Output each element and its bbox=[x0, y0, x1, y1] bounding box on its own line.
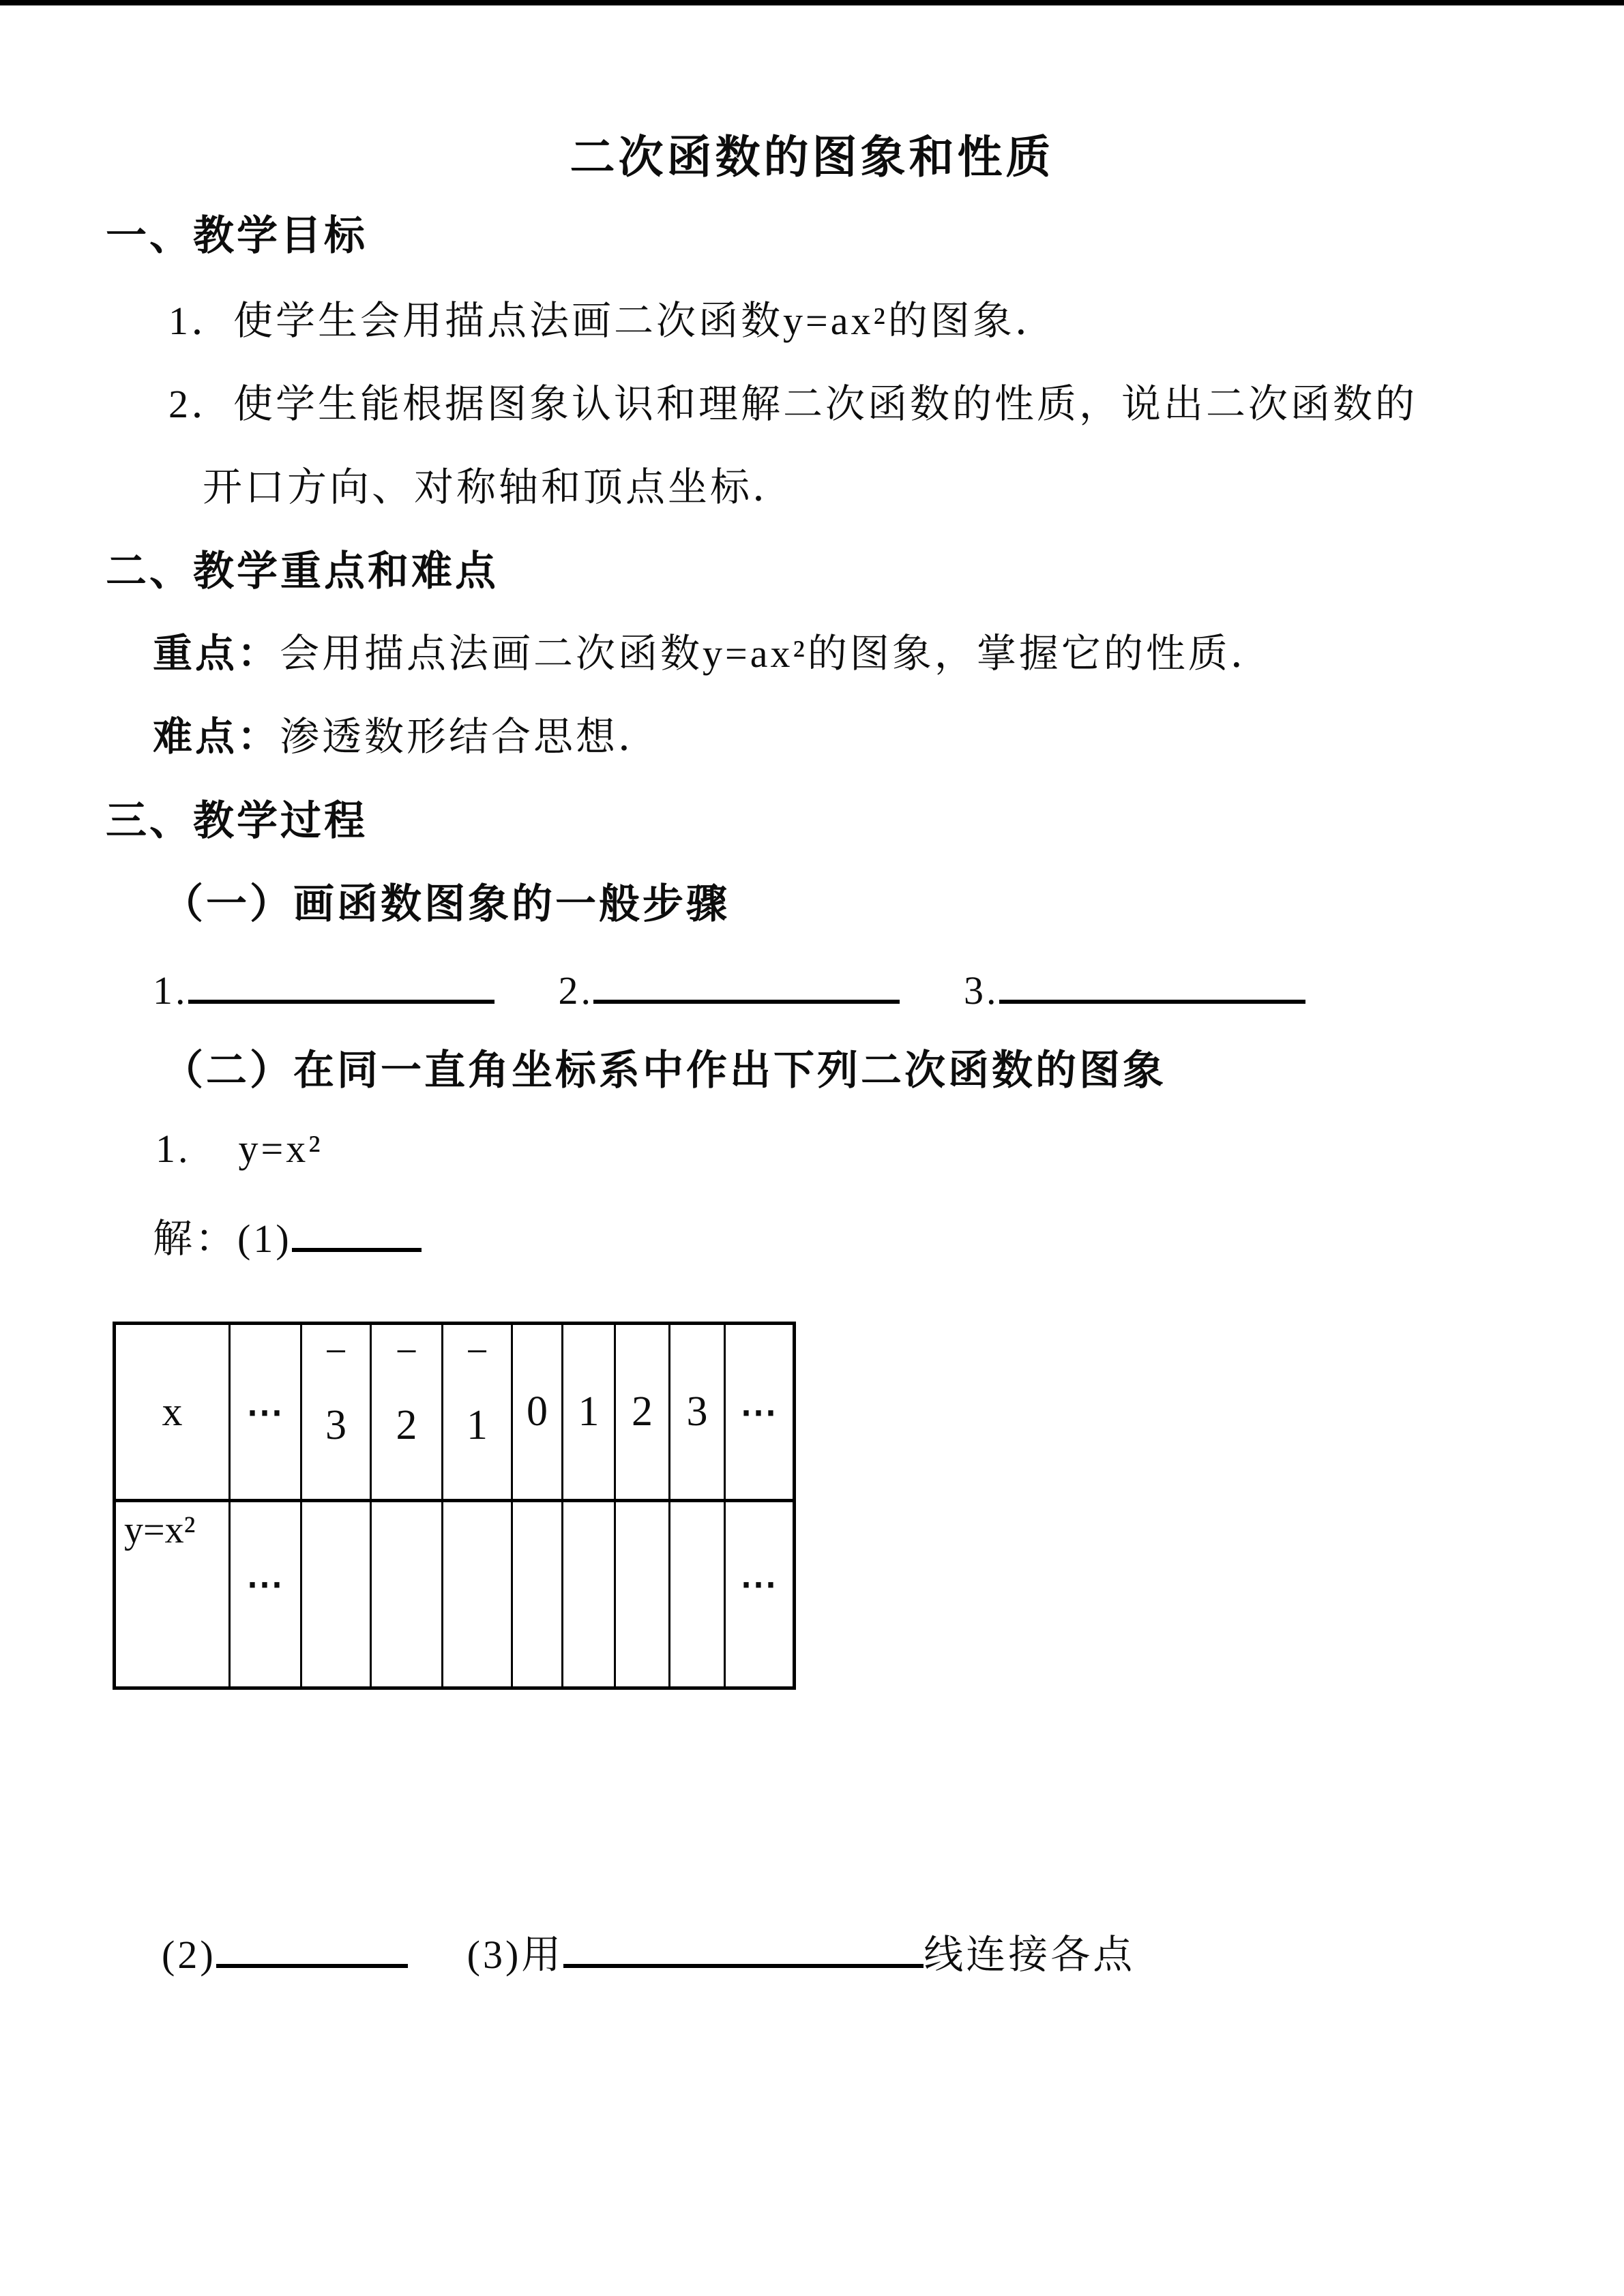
table-cell-x-dots-right: ⋯ bbox=[724, 1325, 793, 1502]
step-3-blank-line bbox=[999, 964, 1305, 1004]
table-cell-y-empty-7 bbox=[668, 1502, 724, 1686]
step-2-blank-line bbox=[593, 964, 900, 1004]
process-sub1-heading: （一）画函数图象的一般步骤 bbox=[162, 882, 730, 927]
step-3-suffix: 线连接各点 bbox=[924, 1933, 1136, 1978]
table-cell-y-label: y=x² bbox=[124, 1508, 196, 1551]
table-cell-x-label: x bbox=[116, 1325, 228, 1502]
digit: 1 bbox=[467, 1402, 488, 1448]
steps-blanks-line bbox=[153, 964, 1305, 1014]
function-item-1-formula: y=x² bbox=[238, 1127, 323, 1171]
minus-sign: − bbox=[395, 1329, 418, 1373]
step-3-label: (3)用 bbox=[467, 1933, 564, 1978]
table-cell-x-neg1 bbox=[441, 1325, 511, 1502]
difficult-point-line bbox=[153, 715, 660, 760]
solution-prefix: 解：(1) bbox=[153, 1217, 292, 1262]
table-cell-y-dots-right: ⋯ bbox=[724, 1502, 793, 1686]
key-point-line bbox=[153, 631, 1273, 677]
table-cell-y-empty-3 bbox=[441, 1502, 511, 1686]
difficult-point-text: 渗透数形结合思想． bbox=[280, 715, 661, 759]
key-point-label: 重点： bbox=[153, 631, 280, 676]
step-3-number: 3. bbox=[964, 968, 999, 1013]
objective-item-2: 2．使学生能根据图象认识和理解二次函数的性质，说出二次函数的 bbox=[168, 382, 1418, 426]
table-cell-x-neg2 bbox=[370, 1325, 441, 1502]
document-title: 二次函数的图象和性质 bbox=[570, 133, 1054, 183]
table-cell-y-empty-1 bbox=[300, 1502, 370, 1686]
step-1-number: 1. bbox=[153, 968, 188, 1013]
objective-item-1: 1．使学生会用描点法画二次函数y=ax²的图象． bbox=[168, 299, 1057, 343]
table-cell-y-empty-6 bbox=[614, 1502, 668, 1686]
section-heading-objectives: 一、教学目标 bbox=[106, 213, 368, 258]
step-2-number: 2. bbox=[558, 968, 593, 1013]
step-1-blank-line bbox=[188, 964, 494, 1004]
section-heading-process: 三、教学过程 bbox=[106, 799, 368, 844]
table-cell-y-dots-left: ⋯ bbox=[228, 1502, 300, 1686]
function-item-1-number: 1. bbox=[156, 1127, 191, 1171]
table-cell-y-empty-5 bbox=[561, 1502, 614, 1686]
minus-sign: − bbox=[466, 1329, 488, 1373]
table-cell-x-dots-left: ⋯ bbox=[228, 1325, 300, 1502]
table-cell-y-empty-2 bbox=[370, 1502, 441, 1686]
table-cell-x-neg3 bbox=[300, 1325, 370, 1502]
minus-sign: − bbox=[325, 1329, 347, 1373]
table-cell-y-empty-4 bbox=[511, 1502, 561, 1686]
step-2-blank bbox=[216, 1928, 408, 1968]
table-cell-x-1: 1 bbox=[561, 1325, 614, 1502]
key-point-text: 会用描点法画二次函数y=ax²的图象，掌握它的性质． bbox=[280, 631, 1273, 676]
table-cell-x-2: 2 bbox=[614, 1325, 668, 1502]
value-table bbox=[113, 1322, 796, 1690]
digit: 3 bbox=[325, 1402, 346, 1448]
step-3-blank bbox=[563, 1928, 924, 1968]
objective-item-2-continuation: 开口方向、对称轴和顶点坐标． bbox=[203, 465, 795, 509]
solution-blank-line bbox=[292, 1212, 422, 1252]
steps-2-3-line bbox=[162, 1928, 1135, 1978]
function-item-1-line bbox=[156, 1127, 323, 1172]
table-cell-x-3: 3 bbox=[668, 1325, 724, 1502]
digit: 2 bbox=[396, 1402, 417, 1448]
scan-top-border bbox=[0, 0, 1624, 5]
table-cell-x-0: 0 bbox=[511, 1325, 561, 1502]
difficult-point-label: 难点： bbox=[153, 715, 280, 759]
section-heading-key-points: 二、教学重点和难点 bbox=[106, 549, 499, 594]
solution-line bbox=[153, 1212, 422, 1262]
step-2-label: (2) bbox=[162, 1933, 216, 1978]
process-sub2-heading: （二）在同一直角坐标系中作出下列二次函数的图象 bbox=[162, 1048, 1166, 1093]
